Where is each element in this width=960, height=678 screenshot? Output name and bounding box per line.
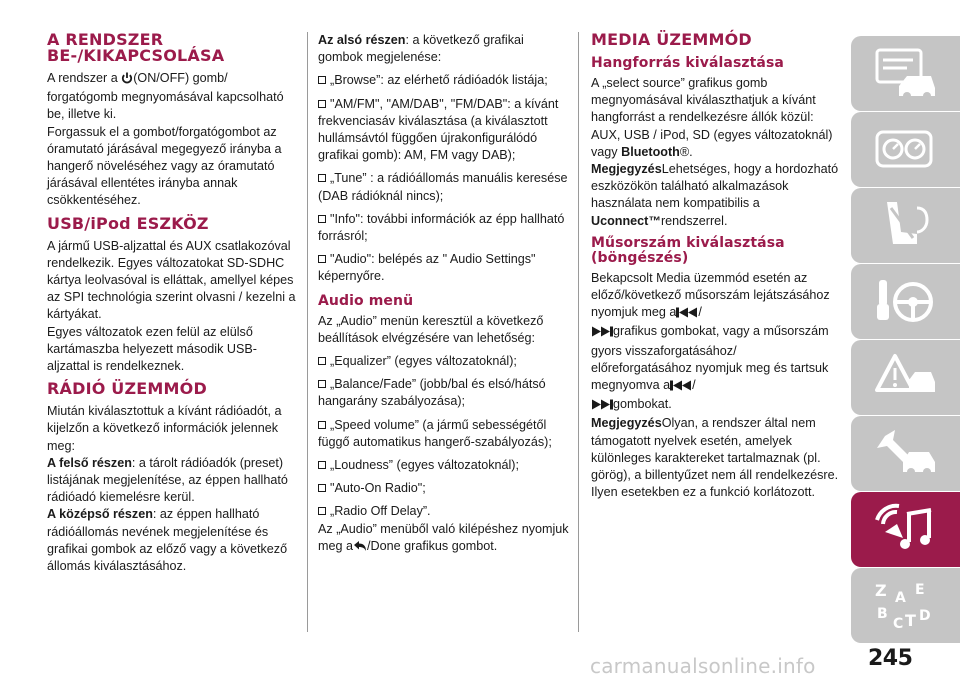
text: „Speed volume” (a jármű sebességétől függő automatikus hangerő-szabályozás);	[318, 417, 552, 449]
svg-text:A: A	[895, 590, 906, 606]
text: „Equalizer” (egyes változatoknál);	[330, 354, 517, 369]
tab-media-music[interactable]	[851, 492, 960, 567]
tab-car-info[interactable]	[851, 36, 960, 111]
text: „Balance/Fade” (jobb/bal és elsó/hátsó hangarány szabályozása);	[318, 377, 546, 409]
label-bold: Uconnect™	[591, 213, 661, 228]
column-2	[318, 32, 570, 563]
label-bold: A felső részen	[47, 455, 132, 470]
text: Olyan, a rendszer által nem támogatott nyelvek esetén, amelyek különleges karaktereket tartalmaznak (pl. görög), a billentyűzet nem áll rendelkezésre. Ilyen esetekben ez a funkció korlátozott.	[591, 416, 839, 500]
text: Bekapcsolt Media üzemmód esetén az előző/következő műsorszám lejátszásához nyomjuk meg a	[591, 270, 830, 320]
checkbox-bullet-icon	[318, 421, 326, 429]
text: "Auto-On Radio";	[330, 481, 426, 496]
text: : a tárolt rádióadók (preset) listájának megjelenítése, az éppen hallható rádióadó kiemelésre kerül.	[47, 455, 288, 505]
text: gombokat.	[613, 397, 672, 412]
power-icon	[121, 72, 133, 89]
list-item	[318, 170, 570, 204]
list-item	[318, 96, 570, 165]
previous-track-icon	[670, 379, 692, 396]
column-divider	[307, 32, 308, 632]
tab-warning[interactable]	[851, 340, 960, 415]
key-steering-icon	[873, 274, 937, 328]
svg-text:D: D	[919, 608, 931, 624]
heading-media-mode: MEDIA ÜZEMMÓD	[591, 30, 752, 49]
paragraph-exit-audio	[318, 521, 570, 557]
checkbox-bullet-icon	[318, 255, 326, 263]
next-track-icon	[591, 398, 613, 415]
checkbox-bullet-icon	[318, 100, 326, 108]
heading-track-select: Műsorszám kiválasztása (böngészés)	[591, 234, 785, 266]
checkbox-bullet-icon	[318, 484, 326, 492]
label-bold: A középső részen	[47, 507, 153, 522]
paragraph-usb-second: Egyes változatok ezen felül az elülső kartámaszba helyezett második USB-aljzattal is rendelkeznek.	[47, 324, 257, 374]
list-item	[318, 503, 570, 520]
heading-audio-menu: Audio menü	[318, 292, 414, 309]
next-track-icon	[591, 325, 613, 342]
checkbox-bullet-icon	[318, 76, 326, 84]
text: grafikus gombokat, vagy a műsorszám gyors visszaforgatásához/ előreforgatásához nyomjuk meg és tartsuk megnyomva a	[591, 324, 829, 393]
svg-text:Z: Z	[875, 581, 887, 600]
note-label: Megjegyzés	[591, 162, 662, 177]
seat-safety-icon	[873, 198, 937, 252]
previous-track-icon	[676, 306, 698, 323]
tab-index[interactable]	[851, 568, 960, 643]
text: : a következő grafikai gombok megjelenése:	[318, 33, 524, 65]
svg-text:T: T	[905, 611, 916, 630]
dashboard-icon	[873, 122, 937, 176]
list-item	[318, 353, 570, 370]
label-bold: Bluetooth	[621, 144, 680, 159]
paragraph-radio: Miután kiválasztottuk a kívánt rádióadót, a kijelzőn a következő információk jelennek meg:	[47, 404, 282, 453]
checkbox-bullet-icon	[318, 380, 326, 388]
text: "AM/FM", "AM/DAB", "FM/DAB": a kívánt frekvenciasáv kiválasztása (a kiválasztott hullámsávtól függően újrakonfigurálódó grafikai gomb): AM, FM vagy DAB);	[318, 96, 559, 163]
index-letters-icon	[873, 578, 937, 632]
svg-text:C: C	[893, 616, 904, 632]
paragraph-middle-section	[47, 506, 299, 575]
media-music-icon	[873, 502, 937, 556]
list-item	[318, 376, 570, 410]
text: A rendszer a	[47, 71, 122, 85]
paragraph-top-section	[47, 455, 299, 507]
list-item	[318, 417, 570, 451]
text: "Info": további információk az épp hallható forrásról;	[318, 211, 565, 244]
paragraph-bottom-section	[318, 32, 570, 66]
heading-source-select: Hangforrás kiválasztása	[591, 55, 784, 71]
tab-key-steering[interactable]	[851, 264, 960, 339]
checkbox-bullet-icon	[318, 507, 326, 515]
column-1	[47, 32, 299, 581]
text: „Browse”: az elérhető rádióadók listája;	[330, 73, 548, 88]
text: Az „Audio” menüből való kilépéshez nyomjuk meg a	[318, 521, 569, 553]
text: /	[698, 305, 702, 320]
text: (ON/OFF) gomb/ forgatógomb megnyomásával kapcsolható be, illetve ki.	[47, 71, 284, 122]
paragraph-note-2	[591, 415, 839, 501]
list-item	[318, 251, 570, 285]
paragraph-source	[591, 75, 839, 161]
text: rendszerrel.	[660, 213, 728, 228]
heading-system-on-off: A RENDSZER BE-/KIKAPCSOLÁSA	[47, 30, 225, 65]
column-3	[591, 32, 839, 507]
checkbox-bullet-icon	[318, 461, 326, 469]
column-divider	[578, 32, 579, 632]
page-number: 245	[868, 646, 913, 671]
tab-seat-safety[interactable]	[851, 188, 960, 263]
list-item	[318, 457, 570, 474]
chapter-sidebar	[851, 20, 960, 630]
list-item	[318, 72, 570, 89]
text: Lehetséges, hogy a hordozható eszközökön található alkalmazások használata nem kompatibilis a	[591, 162, 839, 211]
list-item	[318, 480, 570, 497]
paragraph-audio: Az „Audio” menün keresztül a következő beállítások elvégzésére van lehetőség:	[318, 313, 544, 345]
back-arrow-icon	[353, 540, 367, 557]
text: „Tune” : a rádióállomás manuális keresése (DAB rádióknál nincs);	[318, 171, 568, 203]
list-item	[318, 211, 570, 245]
heading-usb-ipod: USB/iPod ESZKÖZ	[47, 213, 209, 233]
tab-wrench-car[interactable]	[851, 416, 960, 491]
svg-text:B: B	[877, 606, 888, 622]
paragraph-on-off	[47, 70, 299, 124]
checkbox-bullet-icon	[318, 215, 326, 223]
checkbox-bullet-icon	[318, 174, 326, 182]
label-bold: Az alsó részen	[318, 33, 406, 47]
svg-text:E: E	[915, 582, 925, 598]
text: /	[692, 378, 696, 393]
warning-icon	[873, 350, 937, 404]
text: "Audio": belépés az " Audio Settings" képernyőre.	[318, 252, 536, 284]
text: „Radio Off Delay”.	[330, 504, 431, 519]
car-info-icon	[873, 46, 937, 100]
text: A „select source” grafikus gomb megnyomásával kiválaszthatjuk a kívánt hangforrást a rendelkezésre állók közül: AUX, USB / iPod, SD (egyes változatoknál) vagy	[591, 76, 833, 159]
paragraph-note-1	[591, 161, 839, 230]
wrench-car-icon	[873, 426, 937, 480]
note-label: Megjegyzés	[591, 416, 662, 431]
heading-radio-mode: RÁDIÓ ÜZEMMÓD	[47, 379, 207, 399]
tab-dashboard[interactable]	[851, 112, 960, 187]
paragraph-volume: Forgassuk el a gombot/forgatógombot az óramutató járásával megegyező irányba a hangerő növeléséhez vagy az óramutató járásával ellentétes irányba annak csökkentéséhez.	[47, 124, 282, 208]
text: /Done grafikus gombot.	[367, 538, 498, 553]
paragraph-track	[591, 270, 839, 416]
paragraph-usb: A jármű USB-aljzattal és AUX csatlakozóval rendelkezik. Egyes változatokat SD-SDHC kártya leolvasóval is elláttak, amellyel képes az SPI technológia szerint olvasni / kezelni a kártyákat.	[47, 238, 296, 322]
watermark-text: carmanualsonline.info	[590, 654, 816, 678]
text: „Loudness” (egyes változatoknál);	[330, 458, 520, 473]
text: : az éppen hallható rádióállomás nevének megjelenítése és grafikai gombok az előző vagy a következő állomás kiválasztásához.	[47, 507, 288, 574]
checkbox-bullet-icon	[318, 357, 326, 365]
text: ®.	[679, 144, 693, 159]
